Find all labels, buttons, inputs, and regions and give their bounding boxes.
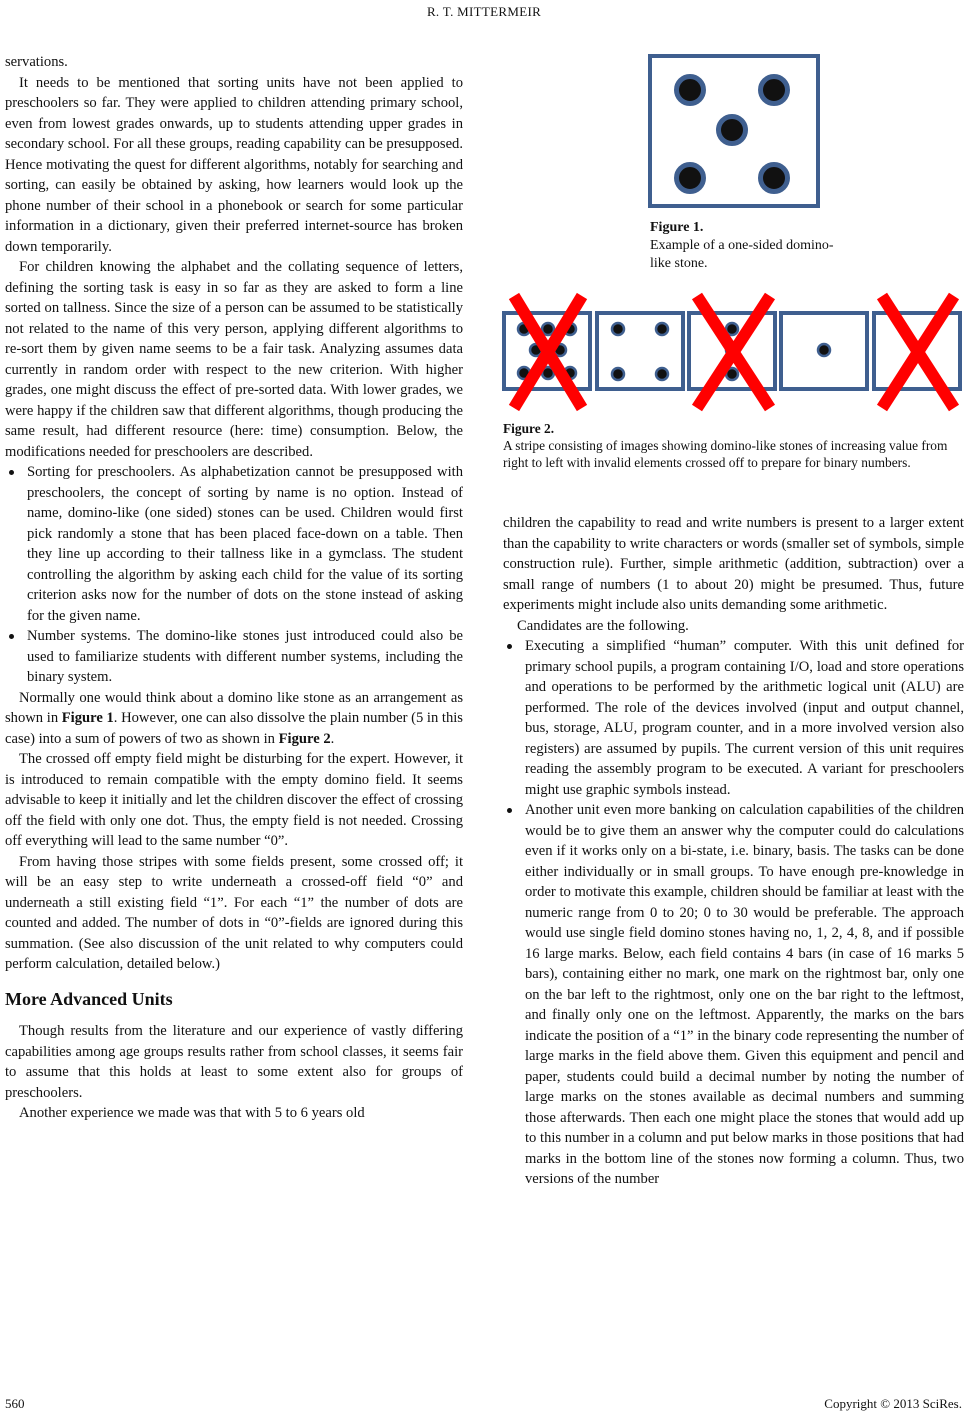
list-item: Executing a simplified “human” computer. With this unit defined for primary school pupils, a program containing I/O, load and store operations and operations to be performed by the arithmetic logical unit (ALU) are performed. The role of the devices involved (input and output channel, bus, storage, ALU, program counter, and in a more involved version also registers) are assumed by pupils. The current version of this unit requires reading the assembly program to be executed. A variant for preschoolers might use graphic symbols instead.	[503, 636, 964, 800]
copyright-notice: Copyright © 2013 SciRes.	[824, 1396, 962, 1411]
figure-2-domino-stripe	[502, 292, 964, 416]
list-item: Sorting for preschoolers. As alphabetization cannot be presupposed with preschoolers, the concept of sorting by name is no option. Instead of name, domino-like (one sided) stones can be used. Children would first pick randomly a stone that has been placed face-down on a table. Then they line up according to their tallness like in a gymclass. The student controlling the algorithm by asking each child for the value of its sorting criterion asks now for the number of dots on the stone instead of asking for the given name.	[5, 462, 463, 626]
domino-dot	[542, 323, 554, 335]
domino-dot	[818, 344, 830, 356]
paragraph: For children knowing the alphabet and the collating sequence of letters, defining the sorting task is easy in so far as they are asked to form a line sorted on tallness. Since the size of a person can be assumed to be statistically not related to the name of this very person, applying different algorithms to re-sort them by given name seems to be a fair task. Analyzing assumes data currently in random order with respect to the new criterion. With higher grades, one might discuss the effect of pre-sorted data. With lower grades, we were happy if the children saw that different algorithms, though producing the same result, had different resource (here: time) consumption. Below, the modifications needed for preschoolers are described.	[5, 259, 463, 460]
paragraph: It needs to be mentioned that sorting units have not been applied to preschoolers so far. They were applied to children attending primary school, even from lowest grades onwards, up to students attending upper grades in secondary school. For all these groups, reading capability can be presupposed. Hence motivating the quest for different algorithms, notably for searching and sorting, can easily be obtained by asking, how learners would look up the phone number of their school in a phonebook or search for some particular information in a dictionary, given their preferred internet-source has broken down temporarily.	[5, 74, 463, 255]
paragraph: Candidates are the following.	[517, 617, 689, 634]
domino-dot	[758, 162, 790, 194]
bullet-list	[503, 636, 964, 1190]
right-column	[503, 513, 964, 1190]
figure-2-reference: Figure 2	[278, 730, 331, 747]
paragraph: servations.	[5, 54, 68, 70]
section-heading: More Advanced Units	[5, 988, 173, 1009]
domino-stone-8	[597, 313, 683, 389]
domino-dot	[674, 74, 706, 106]
domino-dot	[612, 368, 624, 380]
text-run: . However, one can also dissolve the plain number (5 in this case) into a sum of powers of two as shown in	[5, 710, 463, 747]
figure-2-caption	[503, 420, 965, 471]
bullet-list	[5, 462, 463, 688]
domino-dot	[656, 368, 668, 380]
paragraph: Another experience we made was that with 5 to 6 years old	[19, 1105, 365, 1121]
domino-dot	[716, 114, 748, 146]
domino-dot	[674, 162, 706, 194]
figure-2-label: Figure 2.	[503, 421, 555, 436]
figure-1-reference: Figure 1	[61, 710, 114, 726]
figure-1-domino-stone	[648, 54, 820, 208]
figure-1-caption	[650, 219, 850, 273]
paragraph: From having those stripes with some fields present, some crossed off; it will be an easy step to write underneath a crossed-off field “0” and underneath a still existing field “1”. For each “1” the number of dots are counted and added. The number of dots in “0”-fields are ignored during this summation. (See also discussion of the unit related to why computers could perform calculation, detailed below.)	[5, 853, 463, 972]
paragraph: children the capability to read and write numbers is present to a larger extent than the capability to write characters or words (smaller set of symbols, simple construction rule). Further, simple arithmetic (addition, subtraction) over a small range of numbers (1 to about 20) might be presumed. Thus, future experiments might include also units demanding some arithmetic.	[503, 515, 964, 613]
domino-dot	[612, 323, 624, 335]
figure-2-caption-text: A stripe consisting of images showing domino-like stones of increasing value from right to left with invalid elements crossed off to prepare for binary numbers.	[503, 438, 948, 470]
list-item: Number systems. The domino-like stones just introduced could also be used to familiarize students with different number systems, including the binary system.	[5, 626, 463, 688]
domino-dot	[656, 323, 668, 335]
figure-1-caption-text: Example of a one-sided domino-like stone.	[650, 238, 834, 271]
paragraph: Though results from the literature and our experience of vastly differing capabilities among age groups results rather from school classes, it seems fair to assume that this holds at least to some extent also for groups of preschoolers.	[5, 1023, 463, 1101]
page-number: 560	[5, 1396, 25, 1411]
text-run: Normally one would think about a domino like stone as an arrangement as shown in	[5, 689, 463, 726]
left-column	[5, 52, 463, 1124]
paragraph: The crossed off empty field might be disturbing for the expert. However, it is introduced to remain compatible with the empty domino field. It seems advisable to keep it initially and let the children discover the effect of crossing off the field with only one dot. Thus, the empty field is not needed. Crossing off everything will lead to the same number “0”.	[5, 751, 463, 849]
paragraph	[5, 688, 463, 750]
list-item: Another unit even more banking on calculation capabilities of the children would be to give them an answer why the computer could do calculations even if it works only on a bi-state, i.e. binary, basis. The tasks can be done either individually or in small groups. To have enough pre-knowledge in order to motivate this example, children should be familiar at least with the numeric range from 0 to 20; 0 to 30 would be preferable. The approach would use single field domino stones having no, 1, 2, 4, 8, and if possible 16 large marks. Below, each field contains 4 bars (in case of 16 marks 5 bars), containing either no mark, one mark on the rightmost bar, only one on the bar left to the rightmost, only one on the bar right to the leftmost, and finally only one on the leftmost. Apparently, the marks on the bars indicate the position of a “1” in the binary code representing the number of large marks in the field above them. Given this equipment and pencil and paper, students could build a decimal number by noting the number of large marks on the stones available as decimal numbers and summing those afterwards. Then each one might place the stones that would add up to this number in a column and put below marks in those positions that had marks in the bottom line of the stones now forming a column. Thus, two versions of the number	[503, 800, 964, 1190]
text-run: .	[330, 730, 335, 747]
figure-1-label: Figure 1.	[650, 220, 704, 235]
domino-dot	[758, 74, 790, 106]
running-head: R. T. MITTERMEIR	[426, 4, 542, 19]
